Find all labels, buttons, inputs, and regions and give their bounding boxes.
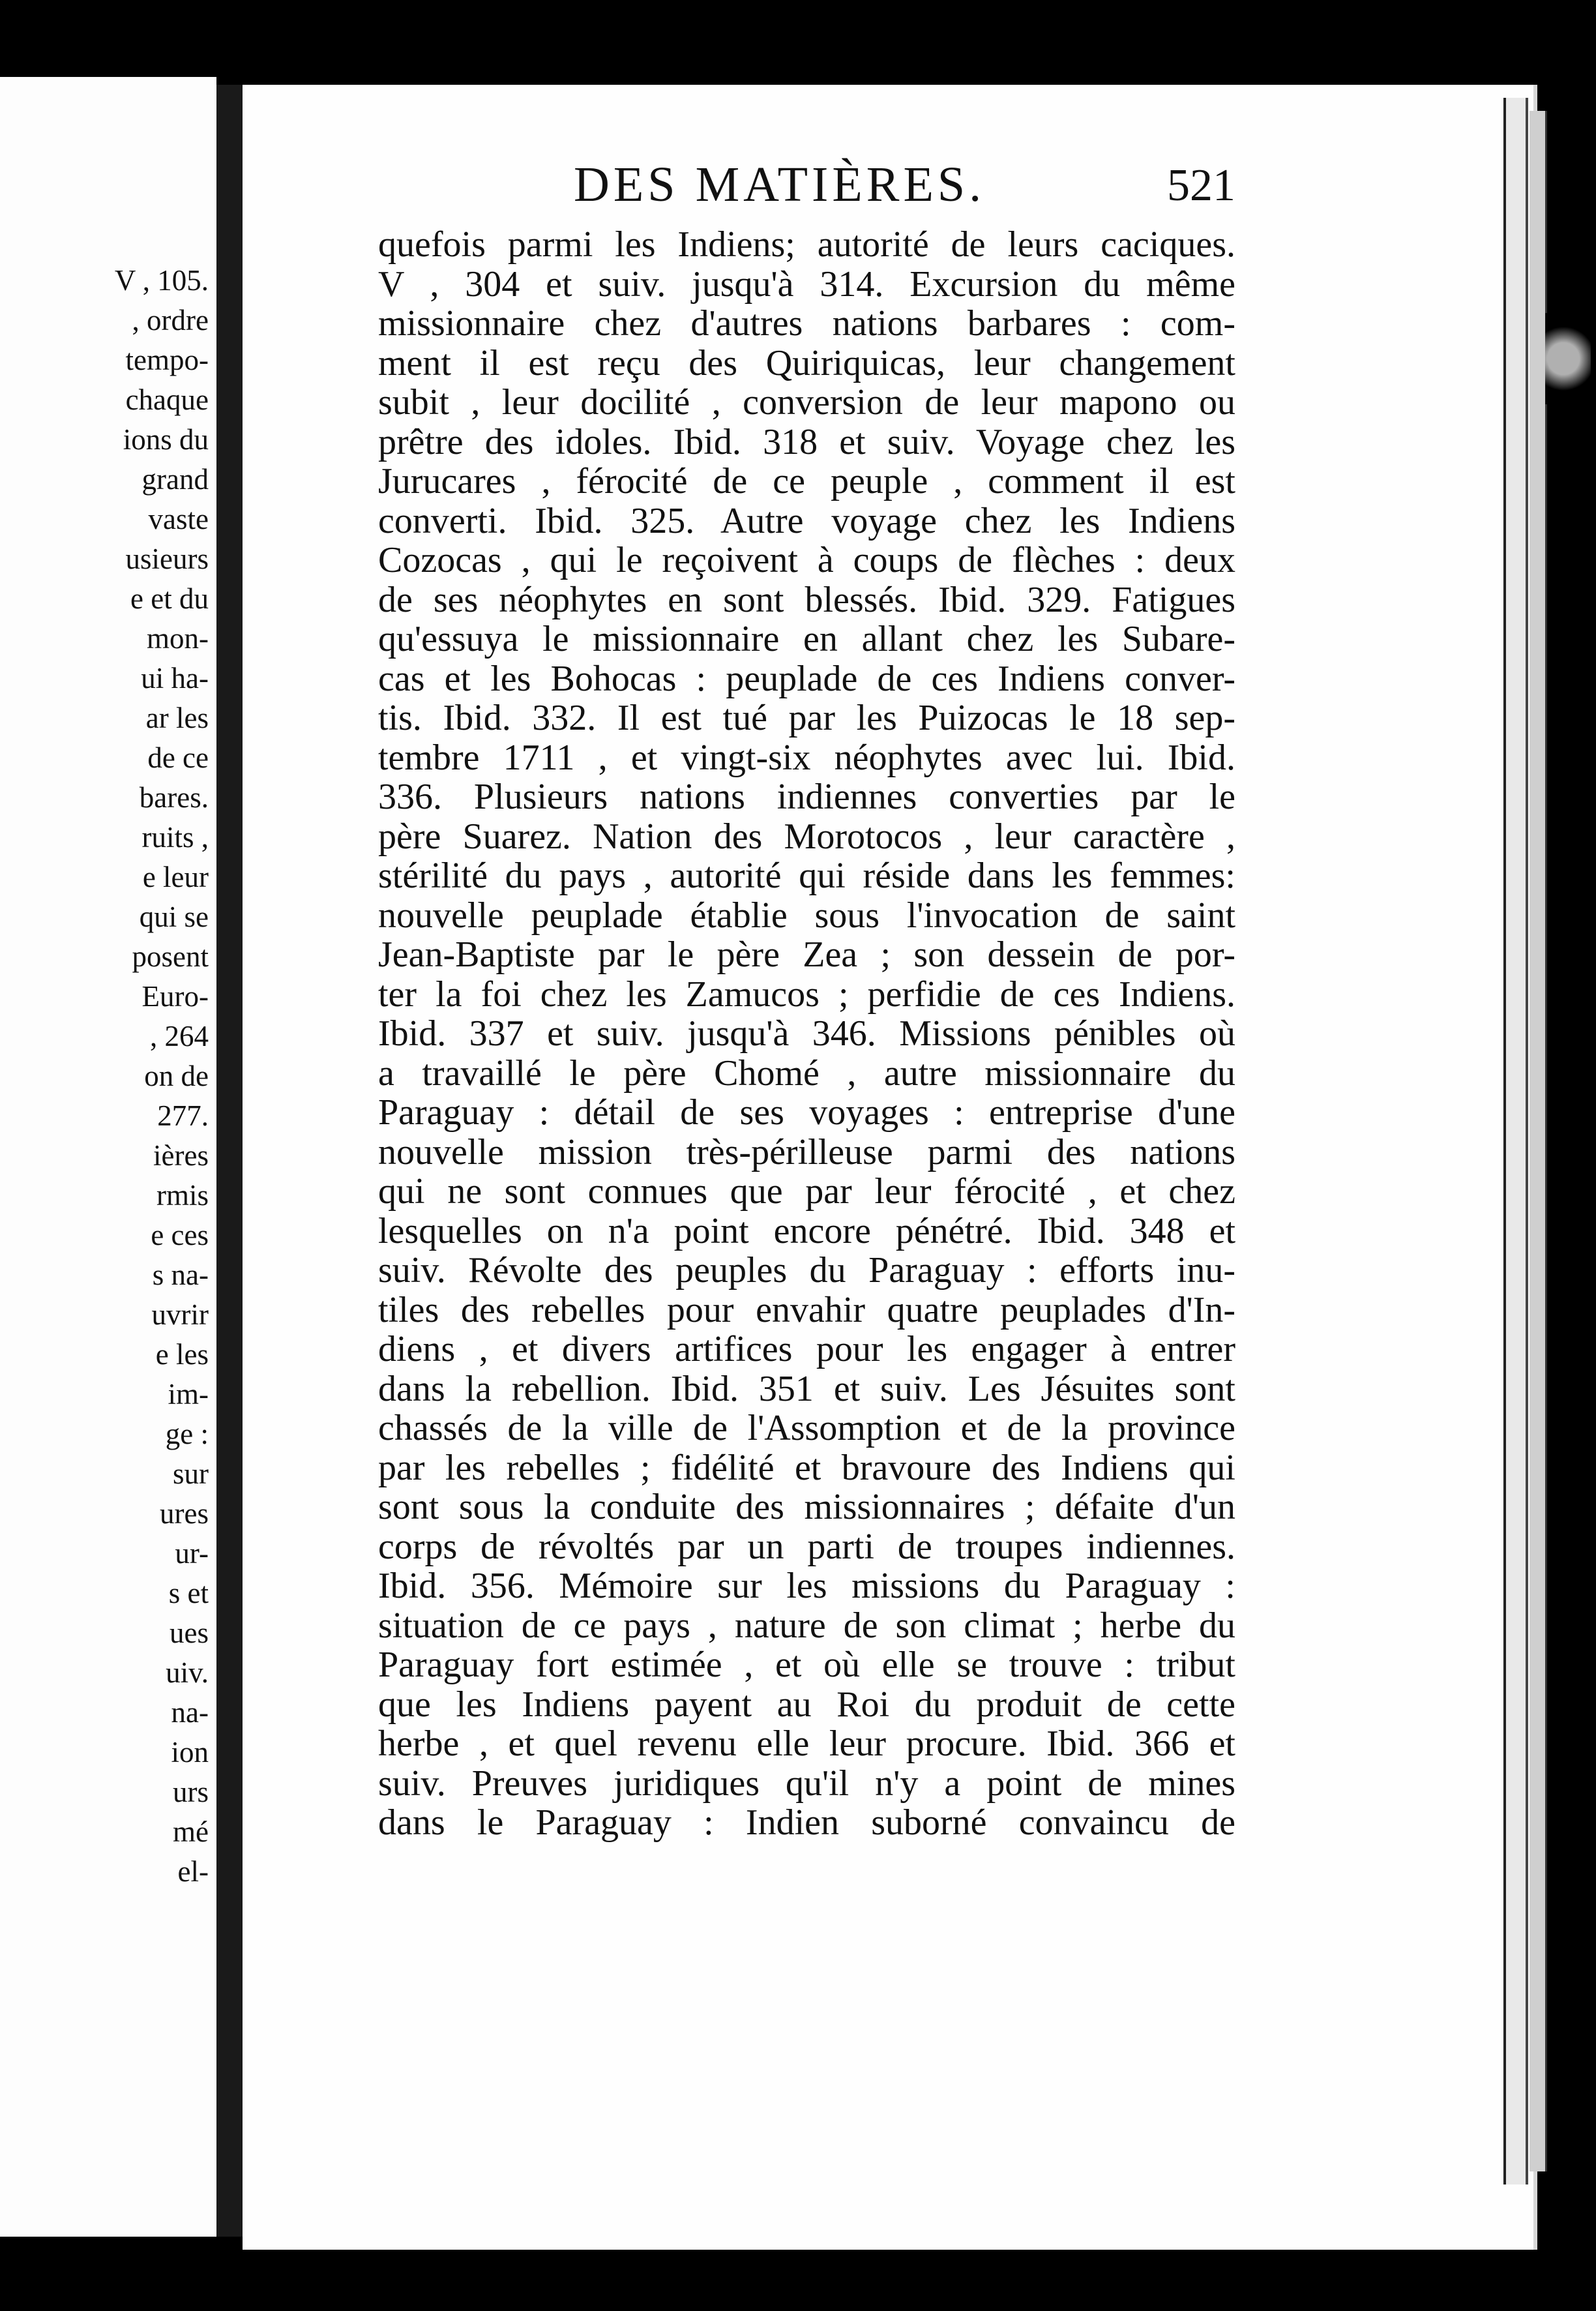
text-line: père Suarez. Nation des Morotocos , leur caractère , <box>378 816 1235 857</box>
left-page-line: grand <box>141 463 209 496</box>
text-line: Cozocas , qui le reçoivent à coups de flèches : deux <box>378 540 1235 580</box>
left-page-line: na- <box>171 1696 209 1729</box>
left-page-line: 277. <box>157 1099 209 1132</box>
book-gutter <box>216 85 244 2237</box>
left-page-line: ières <box>153 1139 209 1172</box>
text-line: situation de ce pays , nature de son climat ; herbe du <box>378 1605 1235 1646</box>
running-head: DES MATIÈRES. <box>574 157 986 212</box>
left-facing-page <box>0 77 216 2237</box>
left-page-line: uiv. <box>166 1656 209 1689</box>
left-page-line: e ces <box>151 1219 209 1251</box>
left-page-line: ion <box>171 1736 209 1768</box>
text-line: Paraguay : détail de ses voyages : entreprise d'une <box>378 1092 1235 1133</box>
left-page-line: usieurs <box>125 543 209 575</box>
text-line: dans le Paraguay : Indien suborné convaincu de <box>378 1802 1235 1843</box>
text-line: tis. Ibid. 332. Il est tué par les Puizocas le 18 sep- <box>378 698 1235 738</box>
left-page-line: im- <box>168 1378 209 1410</box>
left-page-line: , ordre <box>132 304 209 336</box>
left-page-line: mé <box>173 1815 209 1848</box>
text-line: 336. Plusieurs nations indiennes converties par le <box>378 777 1235 817</box>
text-line: quefois parmi les Indiens; autorité de leurs caciques. <box>378 224 1235 265</box>
text-line: nouvelle peuplade établie sous l'invocation de saint <box>378 895 1235 936</box>
left-page-line: tempo- <box>125 344 209 376</box>
text-line: ment il est reçu des Quiriquicas, leur changement <box>378 342 1235 383</box>
text-line: suiv. Révolte des peuples du Paraguay : efforts inu- <box>378 1250 1235 1290</box>
text-line: chassés de la ville de l'Assomption et de la province <box>378 1408 1235 1448</box>
left-page-line: e leur <box>142 861 209 893</box>
left-page-line: s et <box>168 1577 209 1609</box>
text-line: Jurucares , férocité de ce peuple , comment il est <box>378 461 1235 501</box>
left-page-line: s na- <box>152 1259 209 1291</box>
text-line: tembre 1711 , et vingt-six néophytes avec lui. Ibid. <box>378 737 1235 778</box>
left-page-line: de ce <box>147 741 209 774</box>
index-entry-text <box>378 225 1235 1843</box>
text-line: prêtre des idoles. Ibid. 318 et suiv. Voyage chez les <box>378 421 1235 462</box>
left-page-line: posent <box>132 940 209 973</box>
text-line: corps de révoltés par un parti de troupes indiennes. <box>378 1526 1235 1567</box>
left-page-line: bares. <box>139 781 209 814</box>
left-page-line: ues <box>170 1617 209 1649</box>
text-line: ter la foi chez les Zamucos ; perfidie de ces Indiens. <box>378 974 1235 1015</box>
left-page-line: el- <box>177 1855 209 1888</box>
text-line: sont sous la conduite des missionnaires ; défaite d'un <box>378 1487 1235 1527</box>
text-line: a travaillé le père Chomé , autre missionnaire du <box>378 1052 1235 1094</box>
text-line: qui ne sont connues que par leur férocité , et chez <box>378 1171 1235 1212</box>
left-page-line: on de <box>144 1060 209 1092</box>
left-page-line: uvrir <box>151 1298 209 1331</box>
left-page-line: ge : <box>165 1418 209 1450</box>
text-line: Ibid. 356. Mémoire sur les missions du Paraguay : <box>378 1566 1235 1606</box>
left-page-line: ruits , <box>141 821 209 854</box>
text-line: Ibid. 337 et suiv. jusqu'à 346. Missions pénibles où <box>378 1013 1235 1054</box>
left-page-line: ar les <box>145 702 209 734</box>
left-page-line: Euro- <box>141 980 209 1013</box>
left-page-line: chaque <box>125 383 209 416</box>
text-line: herbe , et quel revenu elle leur procure. Ibid. 366 et <box>378 1723 1235 1764</box>
text-line: que les Indiens payent au Roi du produit de cette <box>378 1684 1235 1725</box>
text-line: V , 304 et suiv. jusqu'à 314. Excursion du même <box>378 263 1235 305</box>
left-page-line: e les <box>155 1338 209 1371</box>
text-line: missionnaire chez d'autres nations barbares : com- <box>378 303 1235 344</box>
text-line: qu'essuya le missionnaire en allant chez les Subare- <box>378 619 1235 659</box>
left-page-line: ur- <box>175 1537 209 1570</box>
left-page-line: vaste <box>148 503 209 535</box>
text-line: diens , et divers artifices pour les engager à entrer <box>378 1329 1235 1369</box>
text-line: nouvelle mission très-périlleuse parmi des nations <box>378 1131 1235 1172</box>
text-line: Jean-Baptiste par le père Zea ; son dessein de por- <box>378 934 1235 975</box>
left-page-line: urs <box>173 1776 209 1808</box>
text-line: cas et les Bohocas : peuplade de ces Indiens conver- <box>378 658 1235 699</box>
left-page-line: V , 105. <box>114 264 209 297</box>
left-page-line: ures <box>160 1497 209 1530</box>
page-edge-back <box>1530 111 1547 2171</box>
text-line: tiles des rebelles pour envahir quatre peuplades d'In- <box>378 1289 1235 1330</box>
left-page-line: rmis <box>156 1179 209 1212</box>
text-line: lesquelles on n'a point encore pénétré. Ibid. 348 et <box>378 1210 1235 1251</box>
left-page-line: ui ha- <box>141 662 209 694</box>
left-page-line: sur <box>173 1457 209 1490</box>
left-page-line: mon- <box>147 622 209 655</box>
paper-speck <box>1545 313 1591 404</box>
text-line: dans la rebellion. Ibid. 351 et suiv. Les Jésuites sont <box>378 1368 1235 1409</box>
text-line: subit , leur docilité , conversion de leur mapono ou <box>378 382 1235 423</box>
page-edge <box>1503 98 1528 2184</box>
text-line: stérilité du pays , autorité qui réside dans les femmes: <box>378 856 1235 896</box>
text-line: Paraguay fort estimée , et où elle se trouve : tribut <box>378 1645 1235 1685</box>
text-line: de ses néophytes en sont blessés. Ibid. 329. Fatigues <box>378 579 1235 620</box>
left-page-line: e et du <box>130 582 209 615</box>
left-page-line: , 264 <box>150 1020 209 1052</box>
text-line: converti. Ibid. 325. Autre voyage chez les Indiens <box>378 500 1235 541</box>
text-line: par les rebelles ; fidélité et bravoure des Indiens qui <box>378 1447 1235 1488</box>
text-line: suiv. Preuves juridiques qu'il n'y a point de mines <box>378 1763 1235 1804</box>
left-page-line: qui se <box>139 901 209 933</box>
page-number: 521 <box>1167 160 1235 211</box>
left-page-line: ions du <box>123 423 209 456</box>
